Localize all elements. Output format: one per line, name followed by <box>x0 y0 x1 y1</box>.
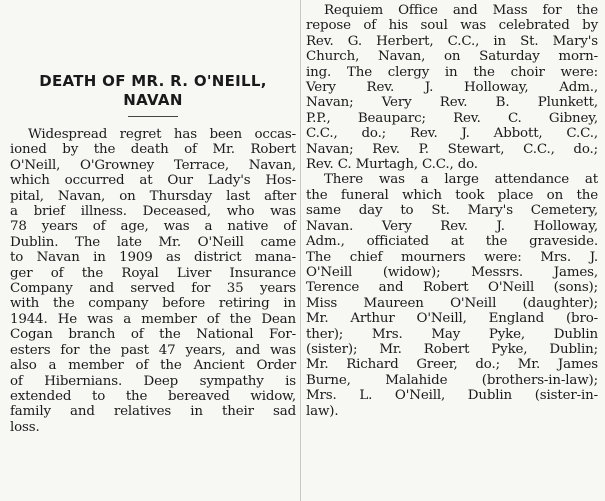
paragraph-funeral <box>306 172 598 419</box>
paragraph-obituary <box>10 127 296 435</box>
text-line: loss. <box>10 419 40 435</box>
text-line: Requiem Office and Mass for the <box>324 3 598 18</box>
text-line: There was a large attendance at <box>324 172 598 188</box>
headline-line-2: NAVAN <box>123 91 183 109</box>
text-line: Mrs. L. O'Neill, Dublin (sister-in- <box>306 388 598 404</box>
text-line: Church, Navan, on Saturday morn- <box>306 49 598 65</box>
paragraph-requiem <box>306 3 598 172</box>
text-line: family and relatives in their sad <box>10 404 296 420</box>
text-line: Very Rev. J. Holloway, Adm., <box>306 80 598 96</box>
text-line: (sister); Mr. Robert Pyke, Dublin; <box>306 341 598 357</box>
text-line: the funeral which took place on the <box>306 187 598 203</box>
text-line: Cogan branch of the National For- <box>10 327 296 343</box>
text-line: pital, Navan, on Thursday last after <box>10 188 296 204</box>
text-line: Miss Maureen O'Neill (daughter); <box>306 295 598 311</box>
text-line: same day to St. Mary's Cemetery, <box>306 203 598 219</box>
text-line: to Navan in 1909 as district mana- <box>10 250 296 266</box>
text-line: 78 years of age, was a native of <box>10 219 296 235</box>
text-line: 1944. He was a member of the Dean <box>10 311 296 327</box>
text-line: also a member of the Ancient Order <box>10 358 296 374</box>
text-line: law). <box>306 403 339 419</box>
text-line: ing. The clergy in the choir were: <box>306 64 598 80</box>
text-line: O'Neill (widow); Messrs. James, <box>306 264 598 280</box>
text-line: Widespread regret has been occas- <box>28 127 296 142</box>
text-line: Navan; Very Rev. B. Plunkett, <box>306 95 598 111</box>
text-line: Company and served for 35 years <box>10 281 296 297</box>
text-line: Mr. Arthur O'Neill, England (bro- <box>306 311 598 327</box>
text-line: Burne, Malahide (brothers-in-law); <box>306 372 598 388</box>
text-line: ger of the Royal Liver Insurance <box>10 265 296 281</box>
text-line: repose of his soul was celebrated by <box>306 18 598 34</box>
text-line: Terence and Robert O'Neill (sons); <box>306 280 598 296</box>
text-line: of Hibernians. Deep sympathy is <box>10 373 296 389</box>
text-line: Rev. C. Murtagh, C.C., do. <box>306 157 478 173</box>
text-line: Navan; Rev. P. Stewart, C.C., do.; <box>306 141 598 157</box>
headline-divider <box>128 116 178 117</box>
text-line: with the company before retiring in <box>10 296 296 312</box>
text-line: The chief mourners were: Mrs. J. <box>306 249 598 265</box>
text-line: which occurred at Our Lady's Hos- <box>10 173 296 189</box>
text-line: Rev. G. Herbert, C.C., in St. Mary's <box>306 33 598 49</box>
text-line: ioned by the death of Mr. Robert <box>10 142 296 158</box>
text-line: Dublin. The late Mr. O'Neill came <box>10 234 296 250</box>
headline-line-1: DEATH OF MR. R. O'NEILL, <box>39 72 267 90</box>
left-column <box>10 0 296 435</box>
column-rule <box>300 0 301 501</box>
text-line: P.P., Beauparc; Rev. C. Gibney, <box>306 110 598 126</box>
headline-block <box>10 72 296 117</box>
text-line: ther); Mrs. May Pyke, Dublin <box>306 326 598 342</box>
text-line: a brief illness. Deceased, who was <box>10 204 296 220</box>
right-column <box>306 3 598 419</box>
text-line: O'Neill, O'Growney Terrace, Navan, <box>10 157 296 173</box>
text-line: C.C., do.; Rev. J. Abbott, C.C., <box>306 126 598 142</box>
text-line: esters for the past 47 years, and was <box>10 342 296 358</box>
text-line: Navan. Very Rev. J. Holloway, <box>306 218 598 234</box>
text-line: Mr. Richard Greer, do.; Mr. James <box>306 357 598 373</box>
text-line: extended to the bereaved widow, <box>10 388 296 404</box>
text-line: Adm., officiated at the graveside. <box>306 234 598 250</box>
